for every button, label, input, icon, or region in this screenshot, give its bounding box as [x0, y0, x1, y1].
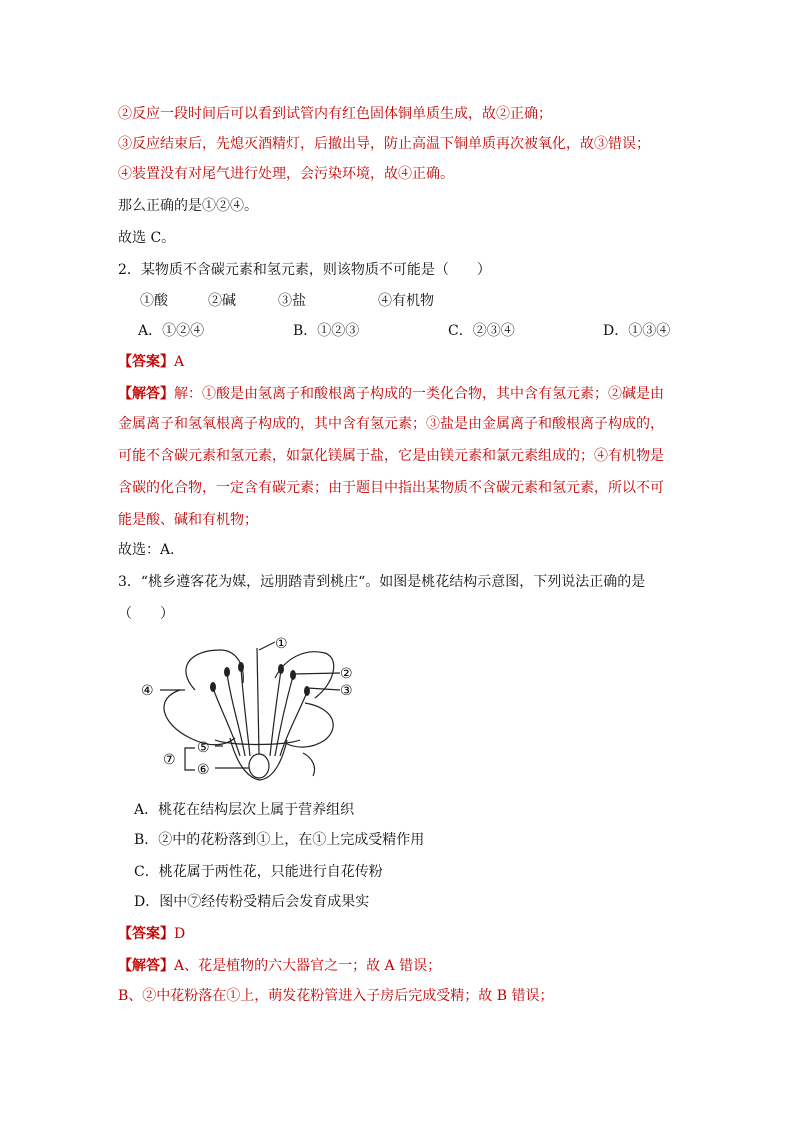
- q3-option-c: C．桃花属于两性花，只能进行自花传粉: [134, 864, 383, 880]
- prev-analysis-line-2: ②反应一段时间后可以看到试管内有红色固体铜单质生成，故②正确；: [118, 106, 552, 122]
- prev-analysis-line-4: ④装置没有对尾气进行处理，会污染环境，故④正确。: [118, 166, 454, 182]
- label-4: ④: [141, 683, 154, 699]
- q3-answer-tag: 【答案】: [118, 926, 174, 942]
- peach-flower-diagram: [135, 628, 385, 788]
- q2-item-3: ③盐: [278, 293, 306, 309]
- q2-answer-value: A: [174, 354, 185, 370]
- q2-option-a: A．①②④: [138, 323, 205, 339]
- q2-stem: 2．某物质不含碳元素和氢元素，则该物质不可能是（ ）: [118, 262, 491, 278]
- label-7: ⑦: [163, 752, 176, 768]
- label-1: ①: [275, 636, 288, 652]
- q3-answer: [118, 924, 185, 944]
- q2-item-4: ④有机物: [378, 293, 434, 309]
- q2-analysis-line-3: 可能不含碳元素和氢元素，如氯化镁属于盐，它是由镁元素和氯元素组成的；④有机物是: [118, 448, 664, 464]
- q2-analysis-line-4: 含碳的化合物，一定含有碳元素；由于题目中指出某物质不含碳元素和氢元素，所以不可: [118, 480, 664, 496]
- q2-option-b: B．①②③: [293, 323, 360, 339]
- q2-option-c: C．②③④: [448, 323, 515, 339]
- q2-item-1: ①酸: [140, 293, 168, 309]
- label-5: ⑤: [197, 740, 210, 756]
- q2-items: [140, 290, 460, 310]
- q2-options: [138, 320, 678, 340]
- prev-choice: 故选 C。: [118, 230, 176, 246]
- q2-answer-tag: 【答案】: [118, 354, 174, 370]
- q3-analysis-line-2: B、②中花粉落在①上，萌发花粉管进入子房后完成受精；故 B 错误；: [118, 988, 554, 1004]
- q2-answer: [118, 352, 184, 372]
- label-6: ⑥: [197, 762, 210, 778]
- q2-analysis-line-5: 能是酸、碱和有机物；: [118, 512, 258, 528]
- q3-analysis-line-1: [118, 956, 441, 976]
- q3-analysis-tag: 【解答】: [118, 958, 174, 974]
- q2-item-2: ②碱: [208, 293, 236, 309]
- q3-option-b: B．②中的花粉落到①上，在①上完成受精作用: [134, 832, 425, 848]
- q2-analysis-line-1: [118, 384, 664, 404]
- prev-conclusion: 那么正确的是①②④。: [118, 198, 258, 214]
- label-3: ③: [340, 683, 353, 699]
- prev-analysis-line-3: ③反应结束后，先熄灭酒精灯，后撤出导，防止高温下铜单质再次被氧化，故③错误；: [118, 136, 650, 152]
- q3-analysis-text-1: A、花是植物的六大器官之一；故 A 错误；: [174, 958, 442, 974]
- q2-choice: 故选：A．: [118, 542, 185, 558]
- q3-option-a: A．桃花在结构层次上属于营养组织: [134, 802, 355, 818]
- q3-stem-line-2: （ ）: [118, 606, 174, 622]
- q3-stem-line-1: 3．“桃乡遵客花为媒，远朋踏青到桃庄“。如图是桃花结构示意图，下列说法正确的是: [118, 574, 646, 590]
- q2-analysis-line-2: 金属离子和氢氧根离子构成的，其中含有氢元素；③盐是由金属离子和酸根离子构成的，: [118, 416, 664, 432]
- q2-analysis-tag: 【解答】: [118, 386, 174, 402]
- q3-option-d: D．图中⑦经传粉受精后会发育成果实: [134, 894, 370, 910]
- q2-option-d: D．①③④: [603, 323, 671, 339]
- flower-structure-svg: [135, 628, 385, 788]
- q3-answer-value: D: [174, 926, 186, 942]
- q2-analysis-text-1: 解：①酸是由氢离子和酸根离子构成的一类化合物，其中含有氢元素；②碱是由: [174, 386, 664, 402]
- label-2: ②: [340, 666, 353, 682]
